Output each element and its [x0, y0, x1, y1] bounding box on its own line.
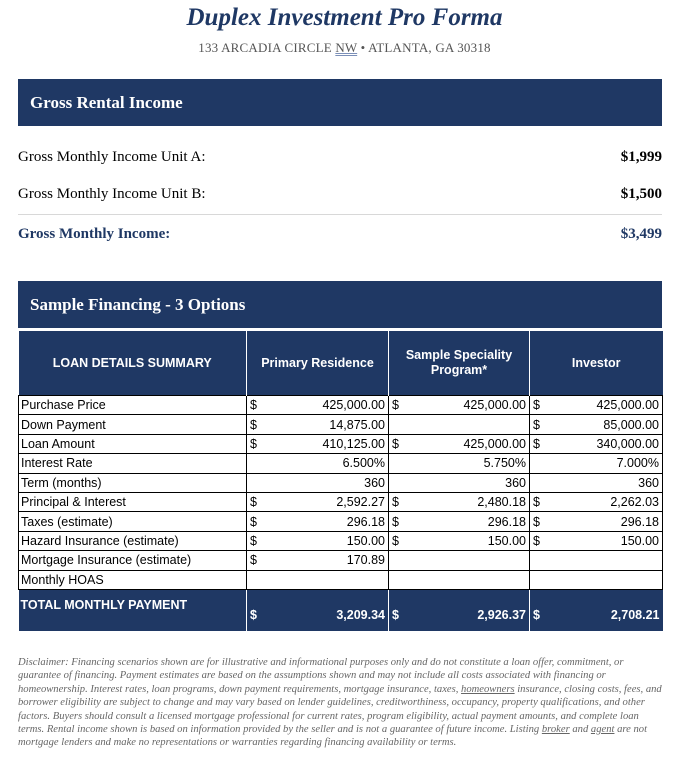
- currency-symbol: $: [392, 533, 399, 548]
- cell-value: 150.00: [620, 533, 659, 548]
- currency-symbol: $: [250, 398, 257, 413]
- disclaimer-text: [18, 656, 664, 750]
- table-cell: [247, 512, 389, 531]
- column-header: LOAN DETAILS SUMMARY: [19, 331, 247, 396]
- table-cell: [530, 396, 663, 415]
- table-cell: [530, 492, 663, 511]
- cell-value: 2,926.37: [477, 607, 526, 622]
- income-divider: [18, 214, 662, 215]
- cell-value: 150.00: [487, 533, 526, 548]
- row-label: Taxes (estimate): [19, 512, 247, 531]
- table-cell: [530, 454, 663, 473]
- income-section-header: Gross Rental Income: [18, 79, 662, 126]
- cell-value: 5.750%: [483, 456, 526, 471]
- table-cell: [389, 454, 530, 473]
- cell-value: 410,125.00: [322, 436, 385, 451]
- column-header: Investor: [530, 331, 663, 396]
- table-row: [19, 551, 663, 570]
- property-address: [0, 40, 689, 56]
- table-cell: [247, 473, 389, 492]
- currency-symbol: $: [250, 514, 257, 529]
- income-row-unit-b: [18, 186, 662, 203]
- cell-value: 3,209.34: [336, 607, 385, 622]
- address-quadrant: NW: [335, 40, 358, 55]
- row-label: Down Payment: [19, 415, 247, 434]
- income-value: $1,999: [620, 149, 662, 165]
- table-cell: [530, 415, 663, 434]
- table-cell: [389, 570, 530, 589]
- row-label: Hazard Insurance (estimate): [19, 531, 247, 550]
- currency-symbol: $: [533, 607, 540, 622]
- currency-symbol: $: [392, 436, 399, 451]
- table-row: [19, 492, 663, 511]
- address-street: 133 ARCADIA CIRCLE: [198, 40, 332, 55]
- cell-value: 85,000.00: [603, 417, 659, 432]
- table-row: [19, 512, 663, 531]
- cell-value: 14,875.00: [329, 417, 385, 432]
- table-cell: [389, 415, 530, 434]
- row-label: Loan Amount: [19, 434, 247, 453]
- cell-value: 296.18: [346, 514, 385, 529]
- row-label: Mortgage Insurance (estimate): [19, 551, 247, 570]
- cell-value: 170.89: [346, 553, 385, 568]
- table-row: [19, 531, 663, 550]
- table-cell: [389, 589, 530, 631]
- income-total-value: $3,499: [620, 226, 662, 242]
- loan-summary-table: [18, 331, 663, 631]
- cell-value: 360: [638, 475, 659, 490]
- cell-value: 425,000.00: [596, 398, 659, 413]
- currency-symbol: $: [250, 417, 257, 432]
- income-label: Gross Monthly Income Unit B:: [18, 186, 206, 202]
- row-label: Monthly HOAS: [19, 570, 247, 589]
- currency-symbol: $: [250, 436, 257, 451]
- table-row: [19, 396, 663, 415]
- table-cell: [389, 512, 530, 531]
- address-city: ATLANTA, GA 30318: [368, 40, 491, 55]
- table-row: [19, 434, 663, 453]
- cell-value: 7.000%: [616, 456, 659, 471]
- table-cell: [389, 492, 530, 511]
- income-value: $1,500: [620, 186, 662, 202]
- currency-symbol: $: [392, 514, 399, 529]
- cell-value: 2,592.27: [336, 495, 385, 510]
- table-cell: [389, 551, 530, 570]
- income-row-total: [18, 226, 662, 243]
- table-cell: [530, 512, 663, 531]
- income-total-label: Gross Monthly Income:: [18, 226, 171, 242]
- disclaimer-part: are not mortgage lenders and make no representations or warranties regarding financing availability or terms.: [18, 724, 648, 749]
- table-row: [19, 570, 663, 589]
- currency-symbol: $: [533, 533, 540, 548]
- table-cell: [247, 492, 389, 511]
- table-cell: [247, 434, 389, 453]
- column-header: Primary Residence: [247, 331, 389, 396]
- currency-symbol: $: [250, 495, 257, 510]
- disclaimer-term: broker: [541, 724, 570, 736]
- currency-symbol: $: [392, 495, 399, 510]
- row-label: Principal & Interest: [19, 492, 247, 511]
- currency-symbol: $: [250, 533, 257, 548]
- table-cell: [389, 434, 530, 453]
- currency-symbol: $: [533, 514, 540, 529]
- table-row: [19, 473, 663, 492]
- cell-value: 6.500%: [342, 456, 385, 471]
- currency-symbol: $: [533, 417, 540, 432]
- table-row: [19, 454, 663, 473]
- table-cell: [530, 570, 663, 589]
- cell-value: 425,000.00: [463, 436, 526, 451]
- currency-symbol: $: [392, 607, 399, 622]
- cell-value: 425,000.00: [463, 398, 526, 413]
- row-label: TOTAL MONTHLY PAYMENT: [19, 589, 247, 631]
- table-cell: [247, 531, 389, 550]
- column-header: Sample Speciality Program*: [389, 331, 530, 396]
- table-header-row: [19, 331, 663, 396]
- table-cell: [530, 551, 663, 570]
- total-row: [19, 589, 663, 631]
- cell-value: 360: [505, 475, 526, 490]
- income-label: Gross Monthly Income Unit A:: [18, 149, 206, 165]
- currency-symbol: $: [533, 398, 540, 413]
- row-label: Term (months): [19, 473, 247, 492]
- table-cell: [247, 415, 389, 434]
- cell-value: 340,000.00: [596, 436, 659, 451]
- row-label: Purchase Price: [19, 396, 247, 415]
- table-cell: [530, 434, 663, 453]
- cell-value: 425,000.00: [322, 398, 385, 413]
- cell-value: 360: [364, 475, 385, 490]
- cell-value: 296.18: [620, 514, 659, 529]
- table-cell: [530, 473, 663, 492]
- table-cell: [389, 396, 530, 415]
- disclaimer-term: agent: [590, 724, 615, 736]
- cell-value: 150.00: [346, 533, 385, 548]
- address-separator: •: [360, 40, 366, 55]
- table-row: [19, 415, 663, 434]
- currency-symbol: $: [533, 495, 540, 510]
- page-title: Duplex Investment Pro Forma: [186, 4, 503, 31]
- table-cell: [247, 589, 389, 631]
- table-cell: [247, 396, 389, 415]
- currency-symbol: $: [250, 607, 257, 622]
- cell-value: 296.18: [487, 514, 526, 529]
- table-cell: [247, 551, 389, 570]
- disclaimer-term: homeowners: [461, 683, 515, 695]
- row-label: Interest Rate: [19, 454, 247, 473]
- cell-value: 2,480.18: [477, 495, 526, 510]
- income-row-unit-a: [18, 149, 662, 166]
- currency-symbol: $: [392, 398, 399, 413]
- financing-section-header: Sample Financing - 3 Options: [18, 281, 662, 328]
- disclaimer-part: and: [569, 724, 591, 736]
- cell-value: 2,708.21: [610, 607, 660, 622]
- table-cell: [530, 589, 663, 631]
- disclaimer-part: insurance, closing costs, fees, and borrower eligibility are subject to change and may vary based on lender guidelines, creditworthiness, occupancy, property qualifications, and other factors. Buyers should consult a licensed mortgage professional for current rates, program eligibility, actual payment amounts, and complete loan terms. Rental income shown is based on information provided by the seller and is not a guarantee of future income. Listing: [18, 683, 662, 736]
- table-cell: [247, 570, 389, 589]
- table-cell: [389, 473, 530, 492]
- cell-value: 2,262.03: [610, 495, 659, 510]
- table-cell: [389, 531, 530, 550]
- table-cell: [530, 531, 663, 550]
- currency-symbol: $: [250, 553, 257, 568]
- table-cell: [247, 454, 389, 473]
- disclaimer-part: Disclaimer: Financing scenarios shown are for illustrative and informational purposes only and do not constitute a loan offer, commitment, or guarantee of financing. Payment estimates are based on the assumptions shown and may not include all costs associated with financing or homeownership. Interest rates, loan programs, down payment requirements, mortgage insurance, taxes,: [18, 657, 624, 695]
- currency-symbol: $: [533, 436, 540, 451]
